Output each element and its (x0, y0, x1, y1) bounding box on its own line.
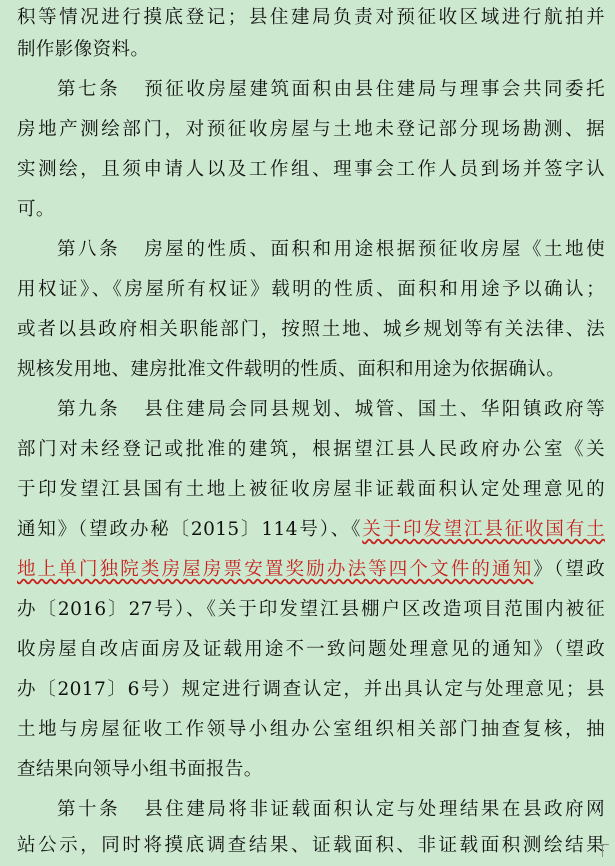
text-line: 于印发望江县国有土地上被征收房屋非证载面积认定处理意见的 (17, 479, 605, 500)
text-line: 用权证》、《房屋所有权证》载明的性质、面积和用途予以确认； (17, 279, 605, 300)
text-line: 办〔2017〕6号）规定进行调查认定，并出具认定与处理意见；县 (17, 679, 605, 700)
text-line: 部门对未经登记或批准的建筑，根据望江县人民政府办公室《关 (17, 439, 605, 460)
article-9-text: 县住建局会同县规划、城管、国土、华阳镇政府等 (142, 399, 605, 420)
notice-suffix: 》（望政 (533, 559, 605, 580)
text-line: 办〔2016〕27号）、《关于印发望江县棚户区改造项目范围内被征 (17, 599, 605, 620)
text-line: 收房屋自改店面房及证载用途不一致问题处理意见的通知》（望政 (17, 639, 605, 660)
text-line: 站公示，同时将摸底调查结果、证载面积、非证载面积测绘结果 (17, 835, 605, 856)
text-line: 制作影像资料。 (17, 39, 150, 60)
article-9-heading: 第九条 (57, 399, 121, 420)
article-8-line (57, 230, 605, 270)
article-7-line (57, 70, 605, 110)
article-8-heading: 第八条 (57, 239, 121, 260)
text-line: 积等情况进行摸底登记；县住建局负责对预征收区域进行航拍并 (17, 7, 605, 28)
article-10-line (57, 790, 605, 830)
text-line: 查结果向领导小组书面报告。 (17, 759, 263, 780)
article-8-text: 房屋的性质、面积和用途根据预征收房屋《土地使 (142, 239, 605, 260)
text-line: 土地与房屋征收工作领导小组办公室组织相关部门抽查复核，抽 (17, 719, 605, 740)
notice-link-line (17, 550, 605, 590)
margin-corner-mark (602, 844, 609, 857)
text-line: 或者以县政府相关职能部门，按照土地、城乡规划等有关法律、法 (17, 319, 605, 340)
article-7-heading: 第七条 (57, 79, 121, 100)
text-line: 可。 (17, 199, 55, 220)
article-9-line (57, 390, 605, 430)
article-10-heading: 第十条 (57, 799, 121, 820)
notice-prefix: 通知》（望政办秘〔2015〕114号）、《 (17, 519, 363, 540)
document-link-part-2[interactable]: 地上单门独院类房屋房票安置奖励办法等四个文件的通知 (17, 559, 534, 580)
notice-line (17, 510, 605, 550)
article-7-text: 预征收房屋建筑面积由县住建局与理事会共同委托 (142, 79, 605, 100)
document-link-part-1[interactable]: 关于印发望江县征收国有土 (362, 519, 605, 540)
article-10-text: 县住建局将非证载面积认定与处理结果在县政府网 (142, 799, 605, 820)
text-line: 实测绘，且须申请人以及工作组、理事会工作人员到场并签字认 (17, 159, 605, 180)
text-line: 规核发用地、建房批准文件载明的性质、面积和用途为依据确认。 (17, 359, 566, 380)
text-line: 房地产测绘部门，对预征收房屋与土地未登记部分现场勘测、据 (17, 119, 605, 140)
